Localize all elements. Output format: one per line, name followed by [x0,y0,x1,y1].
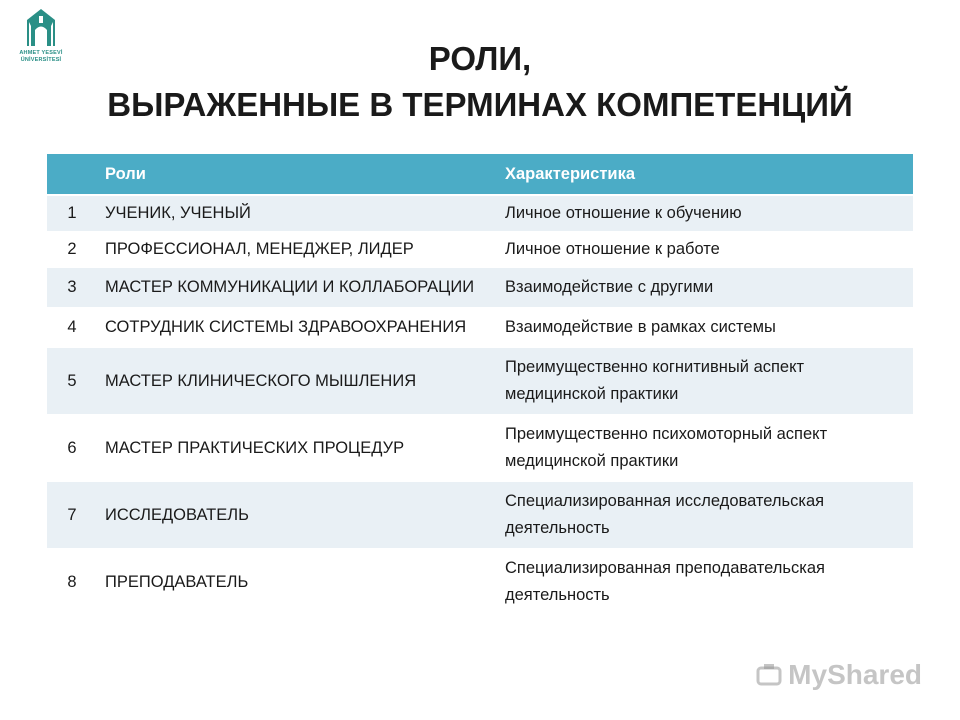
watermark-text: MyShared [788,659,922,690]
row-characteristic: Специализированная преподавательская деятельность [497,549,913,616]
page-title-line1: РОЛИ, [428,40,532,77]
row-characteristic: Взаимодействие с другими [497,268,913,308]
row-number: 2 [47,232,97,268]
row-role: ПРЕПОДАВАТЕЛЬ [97,549,497,616]
header-num [47,154,97,195]
row-characteristic: Личное отношение к работе [497,232,913,268]
logo-text-line2: ÜNİVERSİTESİ [20,57,62,63]
table-row [47,549,913,616]
table-header-row [47,154,913,195]
table-row [47,232,913,268]
table-row [47,415,913,482]
row-role: МАСТЕР КОММУНИКАЦИИ И КОЛЛАБОРАЦИИ [97,268,497,308]
row-characteristic: Специализированная исследовательская деятельность [497,482,913,549]
row-characteristic: Личное отношение к обучению [497,195,913,232]
roles-table [47,154,913,616]
row-role: УЧЕНИК, УЧЕНЫЙ [97,195,497,232]
row-role: ПРОФЕССИОНАЛ, МЕНЕДЖЕР, ЛИДЕР [97,232,497,268]
row-number: 8 [47,549,97,616]
header-characteristic: Характеристика [497,154,913,195]
table-row [47,348,913,415]
row-number: 6 [47,415,97,482]
page-title-line2: ВЫРАЖЕННЫЕ В ТЕРМИНАХ КОМПЕТЕНЦИЙ [107,86,853,123]
watermark [756,660,922,690]
row-number: 7 [47,482,97,549]
row-role: МАСТЕР ПРАКТИЧЕСКИХ ПРОЦЕДУР [97,415,497,482]
logo-text-line1: AHMET YESEVİ [19,50,63,56]
header-roles: Роли [97,154,497,195]
row-number: 1 [47,195,97,232]
row-role: ИССЛЕДОВАТЕЛЬ [97,482,497,549]
row-role: МАСТЕР КЛИНИЧЕСКОГО МЫШЛЕНИЯ [97,348,497,415]
table-row [47,482,913,549]
table-row [47,195,913,232]
row-number: 5 [47,348,97,415]
row-role: СОТРУДНИК СИСТЕМЫ ЗДРАВООХРАНЕНИЯ [97,308,497,348]
row-characteristic: Преимущественно когнитивный аспект медицинской практики [497,348,913,415]
row-number: 4 [47,308,97,348]
row-characteristic: Преимущественно психомоторный аспект медицинской практики [497,415,913,482]
table-row [47,308,913,348]
row-characteristic: Взаимодействие в рамках системы [497,308,913,348]
row-number: 3 [47,268,97,308]
page-title [0,36,960,128]
table-row [47,268,913,308]
watermark-icon [756,662,782,688]
